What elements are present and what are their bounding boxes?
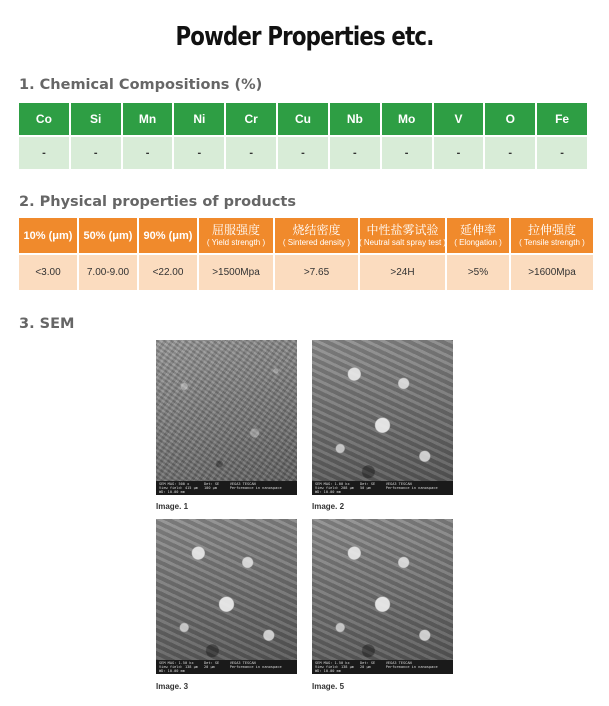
- sem-info-text: WD: 10.00 mm: [159, 490, 185, 494]
- sem-image-2: [312, 340, 453, 495]
- phys-value-d50: 7.00-9.00: [79, 255, 137, 290]
- chem-header-cu: Cu: [278, 103, 328, 135]
- sem-info-text: 50 μm: [360, 486, 371, 490]
- phys-header-salt-spray: [360, 218, 445, 253]
- phys-value-yield-strength: >1500Mpa: [199, 255, 273, 290]
- phys-header-label-zh: 烧结密度: [292, 223, 341, 237]
- sem-caption-1: Image. 1: [156, 502, 189, 511]
- phys-header-label: 90% (μm): [143, 229, 193, 242]
- phys-header-label-zh: 延伸率: [459, 223, 496, 237]
- sem-image-1: [156, 340, 297, 495]
- sem-info-text: Det: SE: [204, 482, 220, 486]
- sem-info-text: VEGA3 TESCAN: [385, 661, 412, 665]
- chem-value-o: -: [485, 137, 535, 169]
- chem-value-v: -: [434, 137, 484, 169]
- phys-header-label-zh: 屈服强度: [211, 223, 260, 237]
- chem-value-cr: -: [226, 137, 276, 169]
- physical-properties-table: [19, 218, 587, 290]
- chem-header-ni: Ni: [174, 103, 224, 135]
- phys-header-d50: [79, 218, 137, 253]
- sem-image-5: [312, 519, 453, 674]
- chem-value-co: -: [19, 137, 69, 169]
- chem-value-ni: -: [174, 137, 224, 169]
- phys-value-tensile-strength: >1600Mpa: [511, 255, 593, 290]
- chem-header-o: O: [485, 103, 535, 135]
- chem-value-cu: -: [278, 137, 328, 169]
- phys-value-d10: <3.00: [19, 255, 77, 290]
- sem-info-text: SEM MAG: 500 x: [159, 482, 190, 486]
- sem-info-text: VEGA3 TESCAN: [229, 661, 256, 665]
- phys-header-label: 10% (μm): [23, 229, 73, 242]
- chem-value-mo: -: [382, 137, 432, 169]
- physical-properties-heading: 2. Physical properties of products: [19, 194, 296, 210]
- sem-info-text: VEGA3 TESCAN: [229, 482, 256, 486]
- chem-header-nb: Nb: [330, 103, 380, 135]
- chem-header-si: Si: [71, 103, 121, 135]
- sem-info-text: Det: SE: [204, 661, 220, 665]
- sem-info-text: Performance in nanospace: [229, 486, 282, 490]
- chem-header-cr: Cr: [226, 103, 276, 135]
- chem-header-fe: Fe: [537, 103, 587, 135]
- sem-info-bar: [312, 481, 453, 495]
- chem-header-mo: Mo: [382, 103, 432, 135]
- phys-header-label-zh: 中性盐雾试验: [366, 223, 439, 237]
- sem-info-text: View field: 415 μm: [159, 486, 198, 490]
- phys-value-d90: <22.00: [139, 255, 197, 290]
- sem-info-bar: [156, 660, 297, 674]
- sem-info-text: WD: 10.00 mm: [159, 669, 185, 673]
- sem-info-text: View field: 208 μm: [315, 486, 354, 490]
- sem-info-text: Performance in nanospace: [385, 665, 438, 669]
- sem-info-text: View field: 138 μm: [315, 665, 354, 669]
- page-title: Powder Properties etc.: [175, 22, 434, 52]
- phys-value-elongation: >5%: [447, 255, 509, 290]
- sem-info-text: Det: SE: [360, 661, 376, 665]
- sem-info-text: SEM MAG: 1.50 kx: [315, 661, 350, 665]
- sem-info-text: WD: 10.00 mm: [315, 669, 341, 673]
- phys-header-d90: [139, 218, 197, 253]
- phys-header-d10: [19, 218, 77, 253]
- sem-info-text: Det: SE: [360, 482, 376, 486]
- phys-header-sintered-density: [275, 218, 358, 253]
- sem-info-text: SEM MAG: 1.50 kx: [159, 661, 194, 665]
- chemical-compositions-table: [19, 103, 587, 171]
- chem-header-co: Co: [19, 103, 69, 135]
- chem-value-si: -: [71, 137, 121, 169]
- chem-value-nb: -: [330, 137, 380, 169]
- sem-info-text: 20 μm: [204, 665, 215, 669]
- sem-caption-3: Image. 3: [156, 682, 189, 691]
- sem-info-bar: [156, 481, 297, 495]
- chem-header-mn: Mn: [123, 103, 173, 135]
- phys-header-elongation: [447, 218, 509, 253]
- chem-header-v: V: [434, 103, 484, 135]
- phys-header-label-en: ( Elongation ): [454, 238, 502, 247]
- phys-value-sintered-density: >7.65: [275, 255, 358, 290]
- phys-header-label-en: ( Neutral salt spray test ): [358, 238, 447, 247]
- sem-info-text: SEM MAG: 1.00 kx: [315, 482, 350, 486]
- sem-heading: 3. SEM: [19, 316, 75, 332]
- chem-value-mn: -: [123, 137, 173, 169]
- sem-info-text: View field: 138 μm: [159, 665, 198, 669]
- phys-header-label-en: ( Yield strength ): [206, 238, 266, 247]
- chemical-compositions-heading: 1. Chemical Compositions (%): [19, 77, 263, 93]
- sem-info-text: 100 μm: [204, 486, 217, 490]
- sem-info-bar: [312, 660, 453, 674]
- sem-caption-2: Image. 2: [312, 502, 345, 511]
- phys-header-yield-strength: [199, 218, 273, 253]
- sem-info-text: Performance in nanospace: [229, 665, 282, 669]
- sem-info-text: 20 μm: [360, 665, 371, 669]
- phys-value-salt-spray: >24H: [360, 255, 445, 290]
- phys-header-label-zh: 拉伸强度: [527, 223, 576, 237]
- sem-image-3: [156, 519, 297, 674]
- sem-info-text: WD: 10.00 mm: [315, 490, 341, 494]
- phys-header-label-en: ( Sintered density ): [282, 238, 351, 247]
- phys-header-label: 50% (μm): [83, 229, 133, 242]
- sem-info-text: Performance in nanospace: [385, 486, 438, 490]
- phys-header-tensile-strength: [511, 218, 593, 253]
- sem-info-text: VEGA3 TESCAN: [385, 482, 412, 486]
- sem-caption-5: Image. 5: [312, 682, 345, 691]
- chem-value-fe: -: [537, 137, 587, 169]
- phys-header-label-en: ( Tensile strength ): [519, 238, 585, 247]
